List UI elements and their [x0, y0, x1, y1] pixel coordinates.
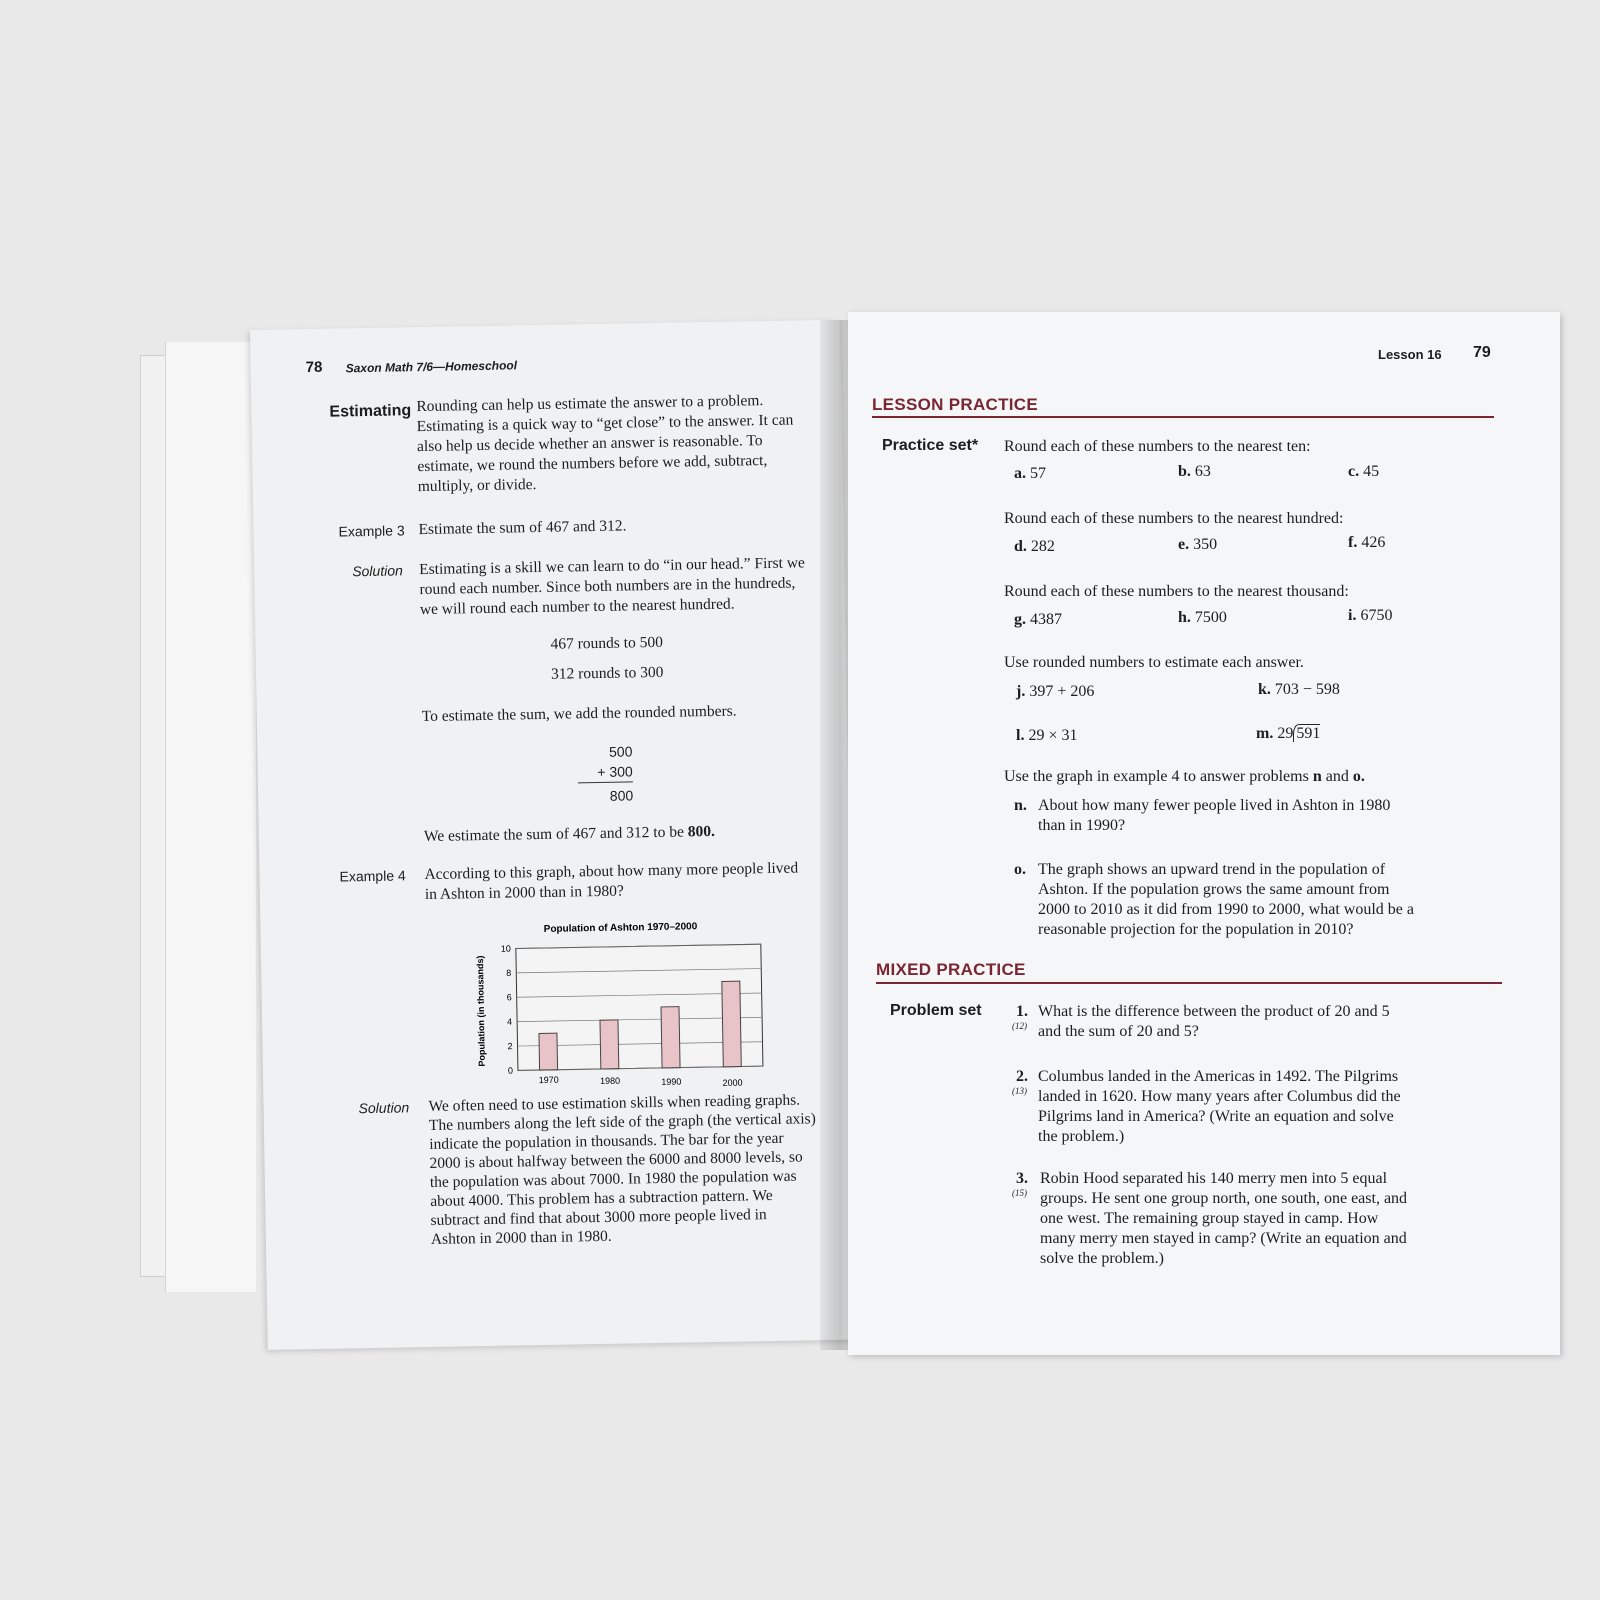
- practice-item-o-letter: [1014, 860, 1026, 880]
- graph-instruction-n: n: [1312, 768, 1322, 785]
- chart-x-tick-label: 1990: [661, 1076, 682, 1087]
- practice-item-n: [1038, 796, 1498, 836]
- item-letter: f.: [1348, 534, 1358, 551]
- practice-instruction: Round each of these numbers to the nearest ten:: [1004, 438, 1311, 455]
- item-letter: m.: [1256, 725, 1274, 742]
- item-letter: n.: [1014, 797, 1027, 814]
- problem-2-ref: (13): [1012, 1086, 1027, 1096]
- item-value: 45: [1363, 463, 1380, 480]
- solution-line: subtract and find that about 3000 more people lived in: [430, 1206, 767, 1229]
- chart-y-tick-label: 6: [506, 992, 512, 1003]
- item-letter: e.: [1178, 536, 1190, 553]
- paragraph-line: Rounding can help us estimate the answer to a problem.: [416, 392, 764, 416]
- problem-3: [1040, 1169, 1510, 1269]
- problem-line: Robin Hood separated his 140 merry men into 5 equal: [1040, 1170, 1388, 1187]
- item-letter: a.: [1014, 465, 1026, 482]
- problem-line: Columbus landed in the Americas in 1492. The Pilgrims: [1038, 1068, 1399, 1085]
- chart-bar-1980: [600, 1020, 619, 1069]
- conclusion-answer: 800.: [687, 822, 716, 841]
- example-3-conclusion: [424, 822, 715, 847]
- practice-item-m: [1256, 724, 1320, 744]
- mixed-practice-title: MIXED PRACTICE: [876, 960, 1026, 979]
- problem-set-label: Problem set: [890, 1002, 982, 1019]
- chart-y-tick-label: 0: [507, 1065, 514, 1076]
- chart-y-tick-label: 10: [500, 943, 511, 954]
- solution-line: the population was about 7000. In 1980 the population was: [429, 1167, 797, 1191]
- chart-y-tick-label: 4: [507, 1016, 513, 1027]
- solution-line: The numbers along the left side of the graph (the vertical axis): [428, 1110, 816, 1134]
- problem-line: landed in 1620. How many years after Columbus did the: [1038, 1088, 1401, 1105]
- section-rule: [876, 982, 1502, 984]
- paragraph-line: also help us decide whether an answer is reasonable. To: [416, 432, 763, 456]
- practice-item-j: [1016, 682, 1094, 702]
- item-letter: l.: [1016, 727, 1025, 744]
- solution-line: round each number. Since both numbers are in the hundreds,: [419, 574, 796, 599]
- item-line: The graph shows an upward trend in the population of: [1038, 861, 1386, 878]
- add-instruction: To estimate the sum, we add the rounded numbers.: [421, 702, 737, 726]
- example-3-label: Example 3: [338, 522, 405, 540]
- practice-item-k: [1258, 680, 1340, 700]
- divisor: 29: [1277, 725, 1294, 742]
- chart-y-tick-label: 2: [507, 1041, 513, 1052]
- addend-2: + 300: [578, 761, 633, 783]
- solution-line: Ashton in 2000 than in 1980.: [430, 1227, 612, 1248]
- lesson-header: Lesson 16: [1378, 347, 1442, 362]
- graph-instruction-text: Use the graph in example 4 to answer problems: [1004, 768, 1309, 785]
- graph-instruction: [1004, 767, 1365, 787]
- item-letter: g.: [1014, 611, 1026, 628]
- item-letter: k.: [1258, 681, 1271, 698]
- item-letter: d.: [1014, 538, 1027, 555]
- problem-1-ref: (12): [1012, 1021, 1027, 1031]
- item-value: 350: [1193, 536, 1218, 553]
- problem-number: 3.: [1016, 1170, 1028, 1187]
- right-page: [848, 312, 1560, 1355]
- page-number: 78: [305, 358, 323, 377]
- item-value: 426: [1361, 534, 1386, 551]
- problem-number: 2.: [1016, 1068, 1028, 1085]
- problem-line: the problem.): [1038, 1128, 1125, 1145]
- practice-item-h: [1178, 608, 1227, 628]
- item-letter: c.: [1348, 463, 1360, 480]
- item-letter: o.: [1014, 861, 1026, 878]
- problem-number: 1.: [1016, 1003, 1028, 1020]
- practice-item-o: [1038, 860, 1498, 940]
- chart-title: Population of Ashton 1970–2000: [543, 921, 698, 935]
- example-3-question: Estimate the sum of 467 and 312.: [418, 517, 627, 539]
- chart-bar-2000: [722, 981, 741, 1067]
- practice-instruction: Round each of these numbers to the nearest thousand:: [1004, 583, 1349, 600]
- practice-item-d: [1014, 537, 1055, 557]
- running-header: Saxon Math 7/6—Homeschool: [345, 358, 518, 376]
- chart-x-tick-label: 1970: [538, 1074, 559, 1086]
- item-value: 4387: [1030, 611, 1062, 628]
- sum-result: 800: [609, 787, 634, 804]
- practice-item-e: [1178, 535, 1217, 555]
- problem-2: [1038, 1067, 1508, 1147]
- practice-item-g: [1014, 610, 1062, 630]
- question-line: According to this graph, about how many more people lived: [424, 859, 799, 884]
- practice-item-n-letter: [1014, 796, 1027, 816]
- problem-line: Pilgrims land in America? (Write an equation and solve: [1038, 1108, 1394, 1125]
- item-value: 63: [1194, 463, 1211, 480]
- problem-line: one west. The remaining group stayed in camp. How: [1040, 1210, 1379, 1227]
- item-line: than in 1990?: [1038, 817, 1126, 834]
- chart-x-tick-label: 1980: [599, 1075, 621, 1087]
- item-value: 397 + 206: [1029, 683, 1095, 700]
- solution-line: about 4000. This problem has a subtraction pattern. We: [430, 1187, 773, 1210]
- example-4-solution: [428, 1090, 841, 1249]
- rounding-line-2: 312 rounds to 300: [550, 663, 664, 683]
- book-page-stack: [165, 342, 256, 1292]
- rounding-line-1: 467 rounds to 500: [550, 633, 664, 653]
- problem-1: [1038, 1002, 1508, 1042]
- item-value: 703 − 598: [1274, 681, 1340, 698]
- estimating-label: Estimating: [329, 402, 412, 421]
- problem-line: groups. He sent one group north, one south, one east, and: [1040, 1190, 1408, 1207]
- practice-instruction: Round each of these numbers to the nearest hundred:: [1004, 510, 1344, 527]
- item-letter: i.: [1348, 607, 1357, 624]
- item-value: 7500: [1194, 609, 1227, 626]
- item-value: 57: [1030, 465, 1046, 482]
- solution-line: We often need to use estimation skills when reading graphs.: [428, 1091, 801, 1116]
- conclusion-text: We estimate the sum of 467 and 312 to be: [423, 823, 685, 846]
- item-letter: h.: [1178, 609, 1191, 626]
- practice-item-l: [1016, 726, 1077, 746]
- population-chart: [470, 916, 773, 1096]
- estimate-instruction: Use rounded numbers to estimate each answer.: [1004, 654, 1304, 671]
- chart-x-tick-label: 2000: [722, 1077, 743, 1088]
- paragraph-line: estimate, we round the numbers before we add, subtract,: [417, 451, 768, 476]
- practice-item-i: [1348, 606, 1392, 626]
- problem-1-number: [1016, 1002, 1028, 1022]
- item-value: 282: [1030, 538, 1055, 555]
- graph-instruction-o: o.: [1352, 768, 1365, 785]
- practice-item-f: [1348, 533, 1385, 553]
- problem-3-ref: (15): [1012, 1188, 1027, 1198]
- item-line: reasonable projection for the population in 2010?: [1038, 921, 1354, 938]
- item-value: 29 × 31: [1028, 727, 1078, 744]
- problem-line: and the sum of 20 and 5?: [1038, 1023, 1199, 1040]
- population-chart-svg: [470, 916, 773, 1096]
- practice-item-b: [1178, 462, 1211, 482]
- item-line: Ashton. If the population grows the same amount from: [1038, 881, 1390, 898]
- example-4-label: Example 4: [339, 867, 406, 885]
- solution-line: Estimating is a skill we can learn to do “in our head.” First we: [419, 554, 805, 579]
- example-4-solution-label: Solution: [358, 1099, 410, 1117]
- chart-bar-1990: [661, 1007, 680, 1068]
- problem-line: solve the problem.): [1040, 1250, 1164, 1267]
- example-3-solution: [419, 553, 830, 620]
- paragraph-line: Estimating is a quick way to “get close” to the answer. It can: [416, 411, 794, 436]
- chart-y-tick-label: 8: [506, 967, 512, 979]
- item-letter: b.: [1178, 463, 1191, 480]
- item-letter: j.: [1016, 683, 1026, 700]
- solution-line: indicate the population in thousands. The bar for the year: [429, 1129, 784, 1153]
- item-line: 2000 to 2010 as it did from 1990 to 2000, what would be a: [1038, 901, 1414, 918]
- chart-bar-1970: [539, 1033, 558, 1070]
- chart-y-axis-label: Population (in thousands): [474, 955, 487, 1067]
- dividend: 591: [1293, 724, 1320, 742]
- page-number: 79: [1473, 344, 1491, 361]
- graph-instruction-and: and: [1325, 768, 1349, 785]
- lesson-practice-title: LESSON PRACTICE: [872, 395, 1039, 414]
- practice-item-a: [1014, 464, 1046, 484]
- estimating-paragraph: [416, 390, 828, 497]
- paragraph-line: multiply, or divide.: [417, 476, 537, 496]
- item-value: 6750: [1360, 607, 1393, 624]
- item-line: About how many fewer people lived in Ashton in 1980: [1038, 797, 1391, 814]
- addend-1: 500: [608, 743, 633, 760]
- problem-3-number: [1016, 1169, 1028, 1189]
- question-line: in Ashton in 2000 than in 1980?: [424, 882, 624, 904]
- problem-line: What is the difference between the product of 20 and 5: [1038, 1003, 1390, 1020]
- problem-2-number: [1016, 1067, 1028, 1087]
- practice-set-label: Practice set*: [882, 437, 979, 454]
- section-rule: [872, 416, 1494, 418]
- example-3-solution-label: Solution: [352, 562, 403, 580]
- solution-line: we will round each number to the nearest hundred.: [419, 595, 735, 619]
- solution-line: 2000 is about halfway between the 6000 and 8000 levels, so: [429, 1148, 803, 1172]
- example-4-question: [424, 858, 835, 905]
- problem-line: many merry men stayed in camp? (Write an equation and: [1040, 1230, 1407, 1247]
- practice-item-c: [1348, 462, 1379, 482]
- left-page: [250, 320, 858, 1350]
